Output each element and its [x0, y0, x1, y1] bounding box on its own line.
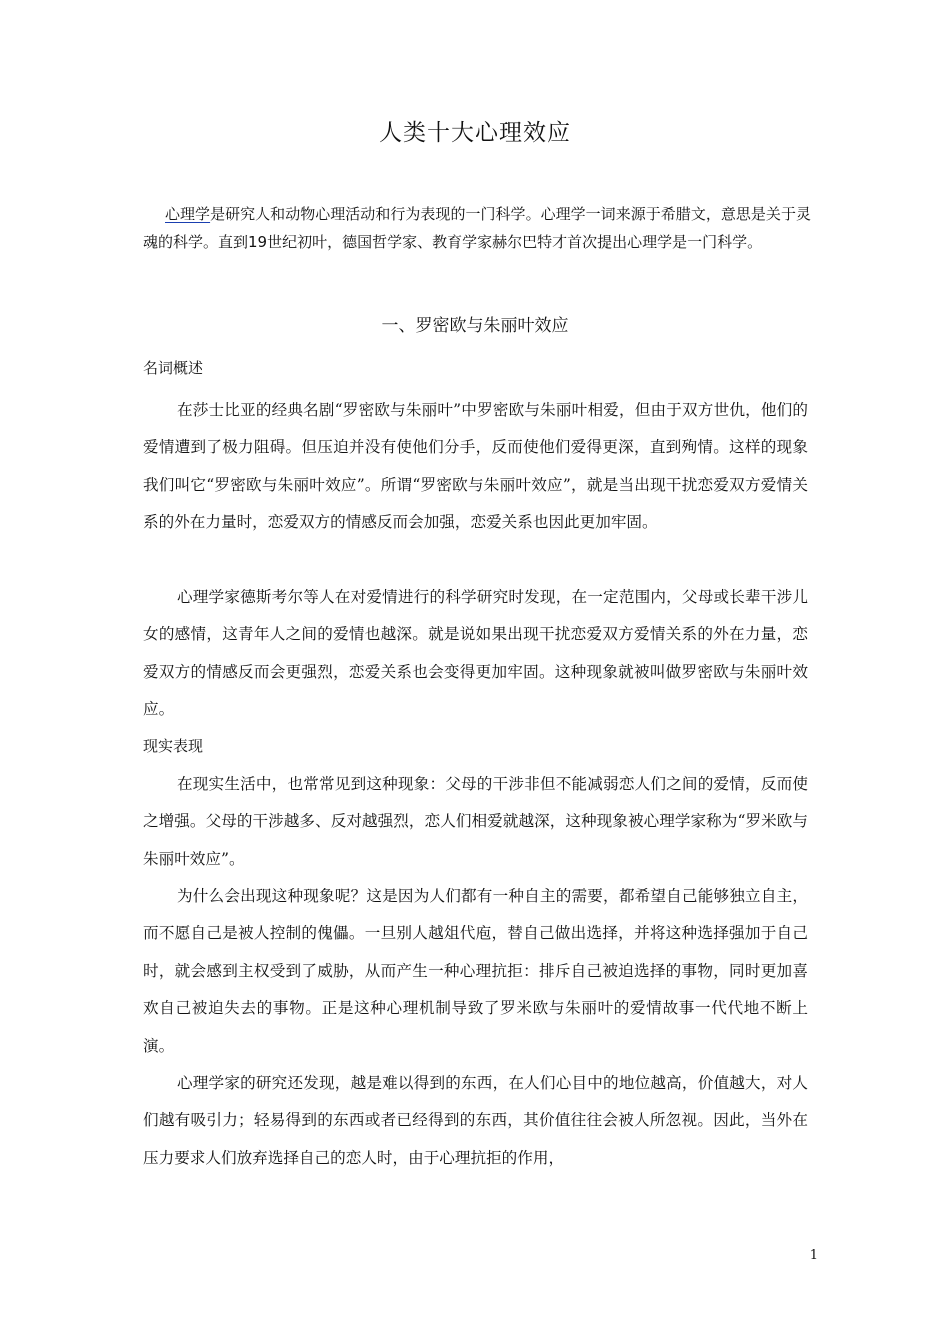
document-title: 人类十大心理效应 — [379, 120, 571, 146]
paragraph-3: 在现实生活中，也常常见到这种现象：父母的干涉非但不能减弱恋人们之间的爱情，反而使之增强。父母的干涉越多、反对越强烈，恋人们相爱就越深，这种现象被心理学家称为“罗米欧与朱丽叶效应”。 — [143, 775, 808, 868]
intro-text: 是研究人和动物心理活动和行为表现的一门科学。心理学一词来源于希腊文，意思是关于灵魂的科学。直到19世纪初叶，德国哲学家、教育学家赫尔巴特才首次提出心理学是一门科学。 — [143, 205, 811, 251]
paragraph-5: 心理学家的研究还发现，越是难以得到的东西，在人们心目中的地位越高，价值越大，对人们越有吸引力；轻易得到的东西或者已经得到的东西，其价值往往会被人所忽视。因此，当外在压力要求人们放弃选择自己的恋人时，由于心理抗拒的作用， — [143, 1074, 808, 1167]
psychology-link[interactable]: 心理学 — [165, 205, 211, 223]
paragraph-1: 在莎士比亚的经典名剧“罗密欧与朱丽叶”中罗密欧与朱丽叶相爱，但由于双方世仇，他们的爱情遭到了极力阻碍。但压迫并没有使他们分手，反而使他们爱得更深，直到殉情。这样的现象我们叫它“罗密欧与朱丽叶效应”。所谓“罗密欧与朱丽叶效应”，就是当出现干扰恋爱双方爱情关系的外在力量时，恋爱双方的情感反而会加强，恋爱关系也因此更加牢固。 — [143, 401, 808, 532]
paragraph-4: 为什么会出现这种现象呢？这是因为人们都有一种自主的需要，都希望自己能够独立自主，而不愿自己是被人控制的傀儡。一旦别人越俎代庖，替自己做出选择，并将这种选择强加于自己时，就会感到主权受到了威胁，从而产生一种心理抗拒：排斥自己被迫选择的事物，同时更加喜欢自己被迫失去的事物。正是这种心理机制导致了罗米欧与朱丽叶的爱情故事一代代地不断上演。 — [143, 887, 808, 1055]
subheading-overview: 名词概述 — [143, 359, 204, 377]
subheading-reality: 现实表现 — [143, 737, 204, 755]
paragraph-2: 心理学家德斯考尔等人在对爱情进行的科学研究时发现，在一定范围内，父母或长辈干涉儿女的感情，这青年人之间的爱情也越深。就是说如果出现干扰恋爱双方爱情关系的外在力量，恋爱双方的情感反而会更强烈，恋爱关系也会变得更加牢固。这种现象就被叫做罗密欧与朱丽叶效应。 — [143, 588, 808, 719]
intro-paragraph — [143, 200, 811, 256]
section-title: 一、罗密欧与朱丽叶效应 — [381, 316, 569, 336]
page-number: 1 — [809, 1248, 818, 1263]
